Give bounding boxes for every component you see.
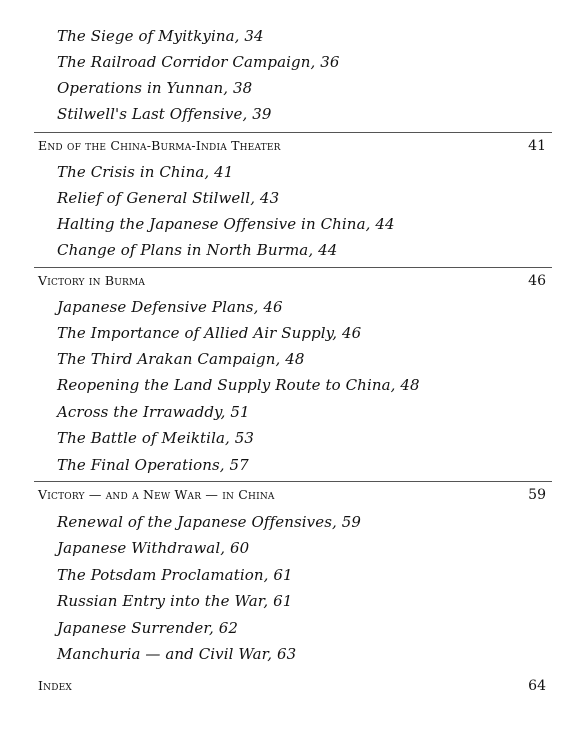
- section-heading-row: [0, 272, 584, 298]
- section-heading: End of the China-Burma-India Theater: [38, 138, 281, 153]
- toc-entry: [0, 214, 584, 240]
- section-page-number: 41: [528, 138, 546, 154]
- toc-entry-text: Reopening the Land Supply Route to China, 48: [57, 376, 420, 394]
- toc-entry: [0, 618, 584, 644]
- toc-entry-text: The Potsdam Proclamation, 61: [57, 566, 293, 584]
- toc-entry-text: The Third Arakan Campaign, 48: [57, 350, 305, 368]
- section-divider: [34, 132, 552, 133]
- toc-entry-text: Japanese Surrender, 62: [57, 619, 239, 637]
- toc-entry: [0, 297, 584, 323]
- toc-entry: [0, 188, 584, 214]
- toc-entry: [0, 591, 584, 617]
- toc-entry-text: Manchuria — and Civil War, 63: [57, 645, 297, 663]
- section-heading: Victory — and a New War — in China: [38, 487, 275, 502]
- toc-entry: [0, 78, 584, 104]
- toc-entry: [0, 512, 584, 538]
- toc-entry-text: Change of Plans in North Burma, 44: [57, 241, 338, 259]
- section-heading-row: [0, 677, 584, 703]
- toc-entry-text: Stilwell's Last Offensive, 39: [57, 105, 272, 123]
- toc-entry: [0, 375, 584, 401]
- toc-entry: [0, 26, 584, 52]
- toc-entry-text: The Final Operations, 57: [57, 456, 249, 474]
- toc-entry: [0, 323, 584, 349]
- toc-entry-text: Across the Irrawaddy, 51: [57, 403, 250, 421]
- section-heading-row: [0, 137, 584, 163]
- section-heading: Victory in Burma: [38, 273, 146, 288]
- toc-entry: [0, 402, 584, 428]
- toc-entry: [0, 565, 584, 591]
- toc-entry-text: Russian Entry into the War, 61: [57, 592, 293, 610]
- toc-entry-text: The Crisis in China, 41: [57, 163, 234, 181]
- toc-entry-text: The Railroad Corridor Campaign, 36: [57, 53, 340, 71]
- toc-entry-text: Japanese Defensive Plans, 46: [57, 298, 283, 316]
- toc-entry: [0, 428, 584, 454]
- toc-entry: [0, 455, 584, 481]
- toc-entry-text: Operations in Yunnan, 38: [57, 79, 253, 97]
- toc-entry: [0, 162, 584, 188]
- toc-entry: [0, 349, 584, 375]
- toc-entry-text: Japanese Withdrawal, 60: [57, 539, 250, 557]
- section-page-number: 59: [528, 487, 546, 503]
- toc-entry-text: The Battle of Meiktila, 53: [57, 429, 255, 447]
- section-heading-row: [0, 486, 584, 512]
- toc-entry-text: The Importance of Allied Air Supply, 46: [57, 324, 362, 342]
- toc-entry: [0, 538, 584, 564]
- toc-entry: [0, 644, 584, 670]
- section-heading: Index: [38, 678, 73, 693]
- section-divider: [34, 481, 552, 482]
- toc-entry: [0, 104, 584, 130]
- toc-entry-text: Renewal of the Japanese Offensives, 59: [57, 513, 362, 531]
- toc-entry-text: The Siege of Myitkyina, 34: [57, 27, 264, 45]
- section-page-number: 46: [528, 273, 546, 289]
- section-page-number: 64: [528, 678, 546, 694]
- toc-entry-text: Halting the Japanese Offensive in China, 44: [57, 215, 395, 233]
- section-divider: [34, 267, 552, 268]
- toc-entry-text: Relief of General Stilwell, 43: [57, 189, 280, 207]
- toc-entry: [0, 240, 584, 266]
- toc-entry: [0, 52, 584, 78]
